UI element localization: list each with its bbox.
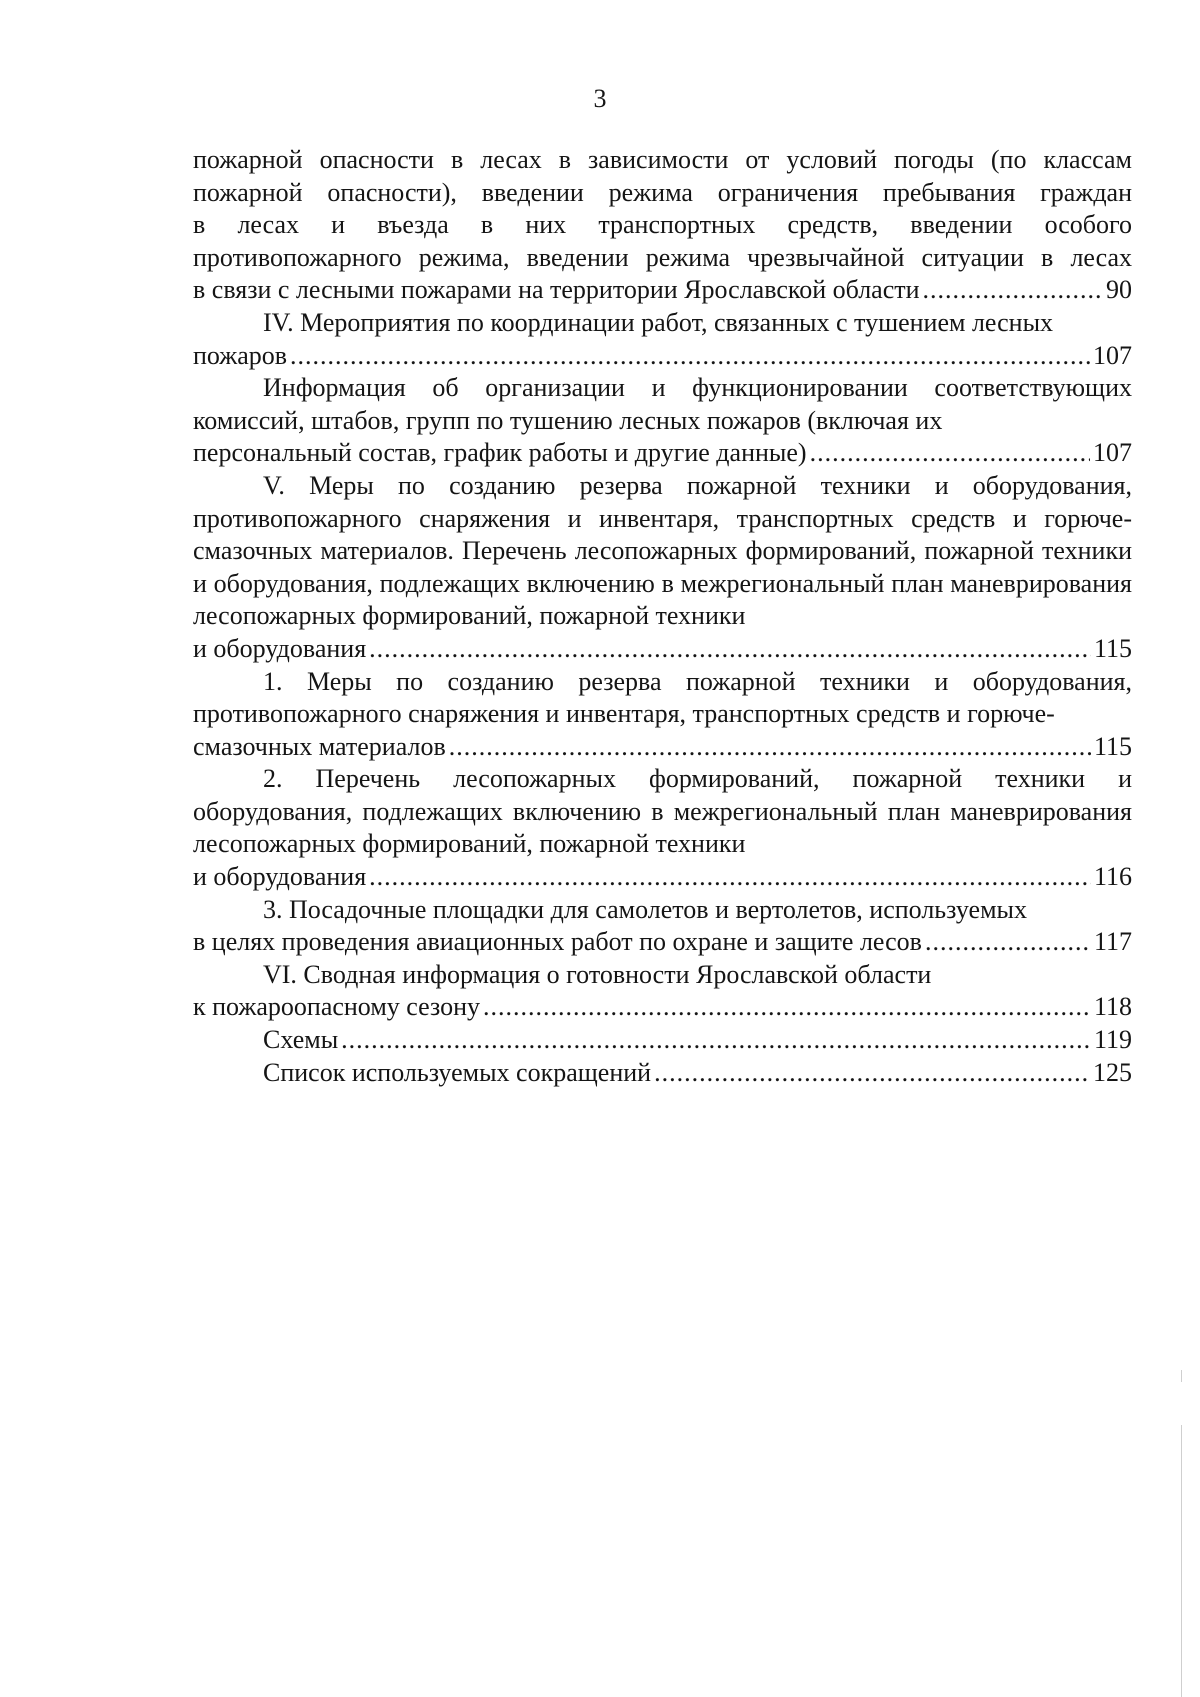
toc-entry-last-line: [193, 340, 1132, 373]
scan-margin-mark: [1181, 1370, 1182, 1382]
toc-entry-text: к пожароопасному сезону: [193, 992, 481, 1022]
toc-entry-line: противопожарного режима, введении режима чрезвычайной ситуации в лесах: [193, 242, 1132, 272]
toc-entry-text: Информация об организации и функционировании соответствующих комиссий, штабов, групп по тушению лесных пожаров (включая их: [193, 373, 1132, 435]
toc-entry-text: 2. Перечень лесопожарных формирований, пожарной техники и оборудования, подлежащих включению в межрегиональный план маневрирования лесопожарных формирований, пожарной техники: [193, 764, 1132, 859]
toc-entry-text: VI. Сводная информация о готовности Ярославской области: [263, 959, 932, 989]
toc-entry-text: Схемы: [263, 1025, 339, 1055]
page-number: 3: [593, 84, 607, 113]
toc-entry-text: пожаров: [193, 340, 288, 370]
toc-entry-text: смазочных материалов: [193, 731, 446, 761]
toc-entry: [193, 470, 1132, 666]
dot-leader: [341, 1024, 1091, 1057]
toc-entry-text: 3. Посадочные площадки для самолетов и вертолетов, используемых: [263, 894, 1028, 924]
toc-entry: [193, 372, 1132, 470]
toc-entry-line: в лесах и въезда в них транспортных средств, введении особого: [193, 210, 1132, 240]
dot-leader: [925, 926, 1091, 959]
toc-entry-last-line: [193, 274, 1132, 307]
table-of-contents: [193, 144, 1132, 1089]
toc-entry-text: V. Меры по созданию резерва пожарной техники и оборудования, противопожарного снаряжения и инвентаря, транспортных средств и горюче-смазочных материалов. Перечень лесопожарных формирований, пожарной техники и оборудования, подлежащих включению в межрегиональный план маневрирования лесопожарных формирований, пожарной техники: [193, 470, 1132, 631]
toc-entry-line: пожарной опасности в лесах в зависимости от условий погоды (по классам: [193, 145, 1132, 174]
toc-page-ref: 116: [1093, 862, 1132, 892]
dot-leader: [654, 1057, 1090, 1090]
toc-entry-text: 1. Меры по созданию резерва пожарной техники и оборудования, противопожарного снаряжения и инвентаря, транспортных средств и горюче-: [193, 666, 1132, 729]
toc-page-ref: 119: [1093, 1025, 1132, 1055]
toc-entry: [193, 307, 1132, 372]
toc-entry: [193, 1057, 1132, 1090]
toc-entry: [193, 666, 1132, 764]
toc-page-ref: 115: [1093, 633, 1132, 663]
toc-entry-line: пожарной опасности), введении режима ограничения пребывания граждан: [193, 177, 1132, 207]
dot-leader: [449, 731, 1091, 764]
scan-margin-mark: [1181, 1425, 1182, 1697]
toc-page-ref: 90: [1106, 275, 1132, 305]
toc-entry-text: Список используемых сокращений: [263, 1057, 652, 1087]
toc-entry-last-line: [193, 731, 1132, 764]
toc-entry-text: IV. Мероприятия по координации работ, связанных с тушением лесных: [263, 307, 1054, 337]
dot-leader: [483, 991, 1091, 1024]
dot-leader: [369, 861, 1091, 894]
toc-entry-text: в связи с лесными пожарами на территории Ярославской области: [193, 275, 920, 305]
toc-page-ref: 107: [1093, 438, 1132, 468]
toc-entry-text: и оборудования: [193, 633, 367, 663]
toc-entry: [193, 1024, 1132, 1057]
toc-entry-last-line: [193, 926, 1132, 959]
toc-entry-last-line: [193, 633, 1132, 666]
toc-page-ref: 118: [1093, 992, 1132, 1022]
toc-entry-text: и оборудования: [193, 862, 367, 892]
dot-leader: [290, 340, 1090, 373]
toc-entry-text: персональный состав, график работы и другие данные): [193, 438, 807, 468]
toc-page-ref: 125: [1093, 1057, 1132, 1087]
toc-entry-last-line: [193, 861, 1132, 894]
dot-leader: [810, 437, 1090, 470]
toc-entry: [193, 894, 1132, 959]
toc-entry-last-line: [193, 991, 1132, 1024]
dot-leader: [923, 274, 1103, 307]
toc-page-ref: 117: [1093, 927, 1132, 957]
toc-page-ref: 115: [1093, 731, 1132, 761]
toc-entry: [193, 144, 1132, 307]
toc-entry: [193, 763, 1132, 893]
toc-page-ref: 107: [1093, 340, 1132, 370]
toc-entry-last-line: [193, 437, 1132, 470]
toc-entry: [193, 959, 1132, 1024]
toc-entry-text: в целях проведения авиационных работ по охране и защите лесов: [193, 927, 922, 957]
dot-leader: [369, 633, 1091, 666]
